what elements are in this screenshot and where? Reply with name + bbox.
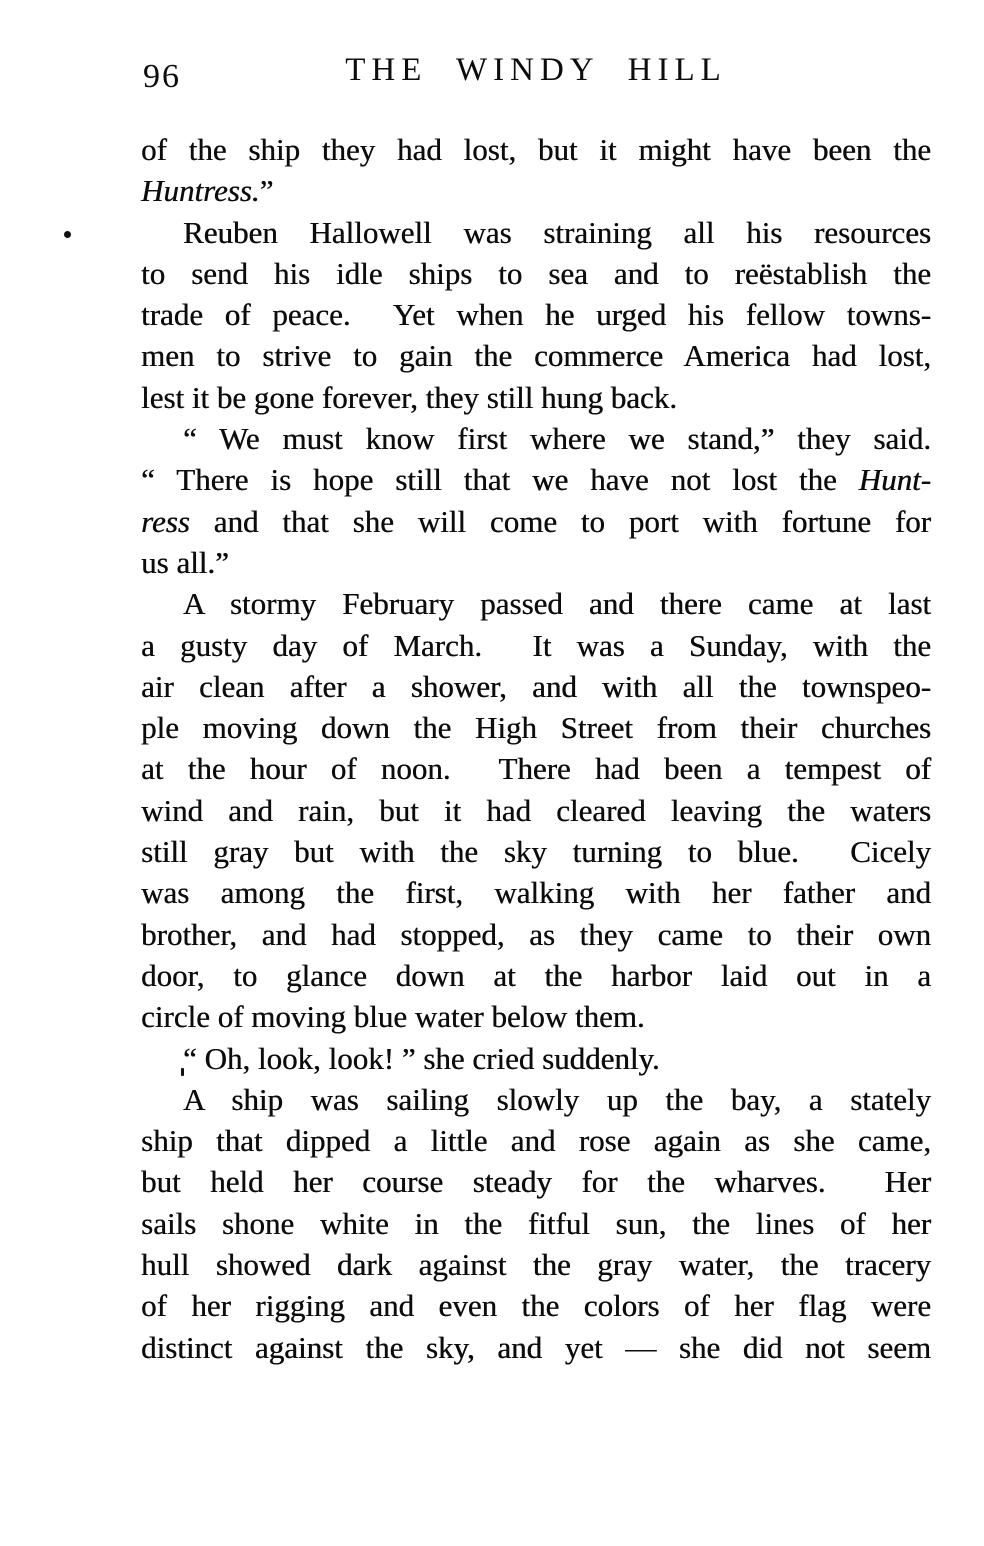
text-segment: of the ship they had lost, but it might have been the (141, 132, 931, 167)
text-line (141, 996, 931, 1037)
italic-text: ress (141, 503, 190, 539)
paragraph (141, 129, 931, 212)
text-segment: ” (259, 173, 274, 209)
text-line (141, 129, 931, 170)
text-line (141, 459, 931, 500)
text-line (141, 253, 931, 294)
text-line (141, 170, 931, 211)
text-segment: of her rigging and even the colors of her flag were (141, 1288, 931, 1324)
text-line (141, 1244, 931, 1285)
text-segment: sails shone white in the fitful sun, the lines of her (141, 1205, 931, 1241)
text-segment: air clean after a shower, and with all the townspeo- (141, 668, 931, 704)
text-line (141, 1120, 931, 1161)
text-line (141, 625, 931, 666)
text-segment: still gray but with the sky turning to blue. Cicely (141, 834, 931, 870)
text-segment: to send his idle ships to sea and to reëstablish the (141, 255, 931, 291)
text-line (141, 418, 931, 459)
text-segment: “ Oh, look, look! ” she cried suddenly. (183, 1040, 660, 1076)
text-line (141, 914, 931, 955)
text-line (141, 707, 931, 748)
text-segment: but held her course steady for the wharves. Her (141, 1164, 931, 1200)
text-line (141, 294, 931, 335)
text-segment: A stormy February passed and there came at last (183, 586, 931, 622)
italic-text: Huntress. (141, 173, 260, 209)
text-line (141, 1038, 931, 1079)
text-segment: ship that dipped a little and rose again as she came, (141, 1123, 931, 1159)
text-line (141, 583, 931, 624)
text-line (141, 501, 931, 542)
text-segment: Reuben Hallowell was straining all his resources (183, 214, 931, 250)
text-segment: circle of moving blue water below them. (141, 999, 645, 1035)
paragraph (141, 212, 931, 418)
text-segment: wind and rain, but it had cleared leaving the waters (141, 792, 931, 828)
text-segment: “ We must know first where we stand,” they said. (183, 421, 931, 457)
italic-text: Hunt- (858, 462, 931, 498)
text-line (141, 1079, 931, 1120)
paragraph (141, 1038, 931, 1079)
text-line (141, 790, 931, 831)
text-line (141, 666, 931, 707)
paragraph (141, 1079, 931, 1368)
text-segment: trade of peace. Yet when he urged his fellow towns- (141, 297, 931, 333)
text-line (141, 1327, 931, 1368)
text-line (141, 1161, 931, 1202)
text-segment: and that she will come to port with fortune for (189, 503, 931, 539)
paragraph (141, 418, 931, 583)
text-segment: was among the first, walking with her father and (141, 875, 931, 911)
text-segment: us all.” (141, 544, 229, 580)
text-segment: ple moving down the High Street from their churches (141, 710, 931, 746)
text-line (141, 1285, 931, 1326)
text-segment: distinct against the sky, and yet — she did not seem (141, 1329, 931, 1365)
text-segment: brother, and had stopped, as they came to their own (141, 916, 931, 952)
text-line (141, 831, 931, 872)
text-line (141, 1203, 931, 1244)
page-number: 96 (143, 58, 181, 95)
text-line (141, 955, 931, 996)
text-line (141, 542, 931, 583)
running-title: THE WINDY HILL (345, 52, 727, 88)
text-line (141, 872, 931, 913)
text-segment: door, to glance down at the harbor laid out in a (141, 957, 931, 993)
text-line (141, 748, 931, 789)
text-segment: lest it be gone forever, they still hung back. (141, 379, 677, 415)
text-segment: “ There is hope still that we have not lost the (141, 462, 859, 498)
text-segment: men to strive to gain the commerce America had lost, (141, 338, 931, 374)
text-line (141, 377, 931, 418)
text-segment: hull showed dark against the gray water, the tracery (141, 1247, 931, 1283)
text-segment: a gusty day of March. It was a Sunday, with the (141, 627, 931, 663)
text-line (141, 212, 931, 253)
paragraph (141, 583, 931, 1037)
text-segment: A ship was sailing slowly up the bay, a stately (183, 1081, 931, 1117)
text-line (141, 335, 931, 376)
page-header (141, 52, 931, 102)
scan-speck-dot (64, 231, 71, 238)
text-segment: at the hour of noon. There had been a tempest of (141, 751, 931, 787)
page-text (141, 129, 931, 1368)
